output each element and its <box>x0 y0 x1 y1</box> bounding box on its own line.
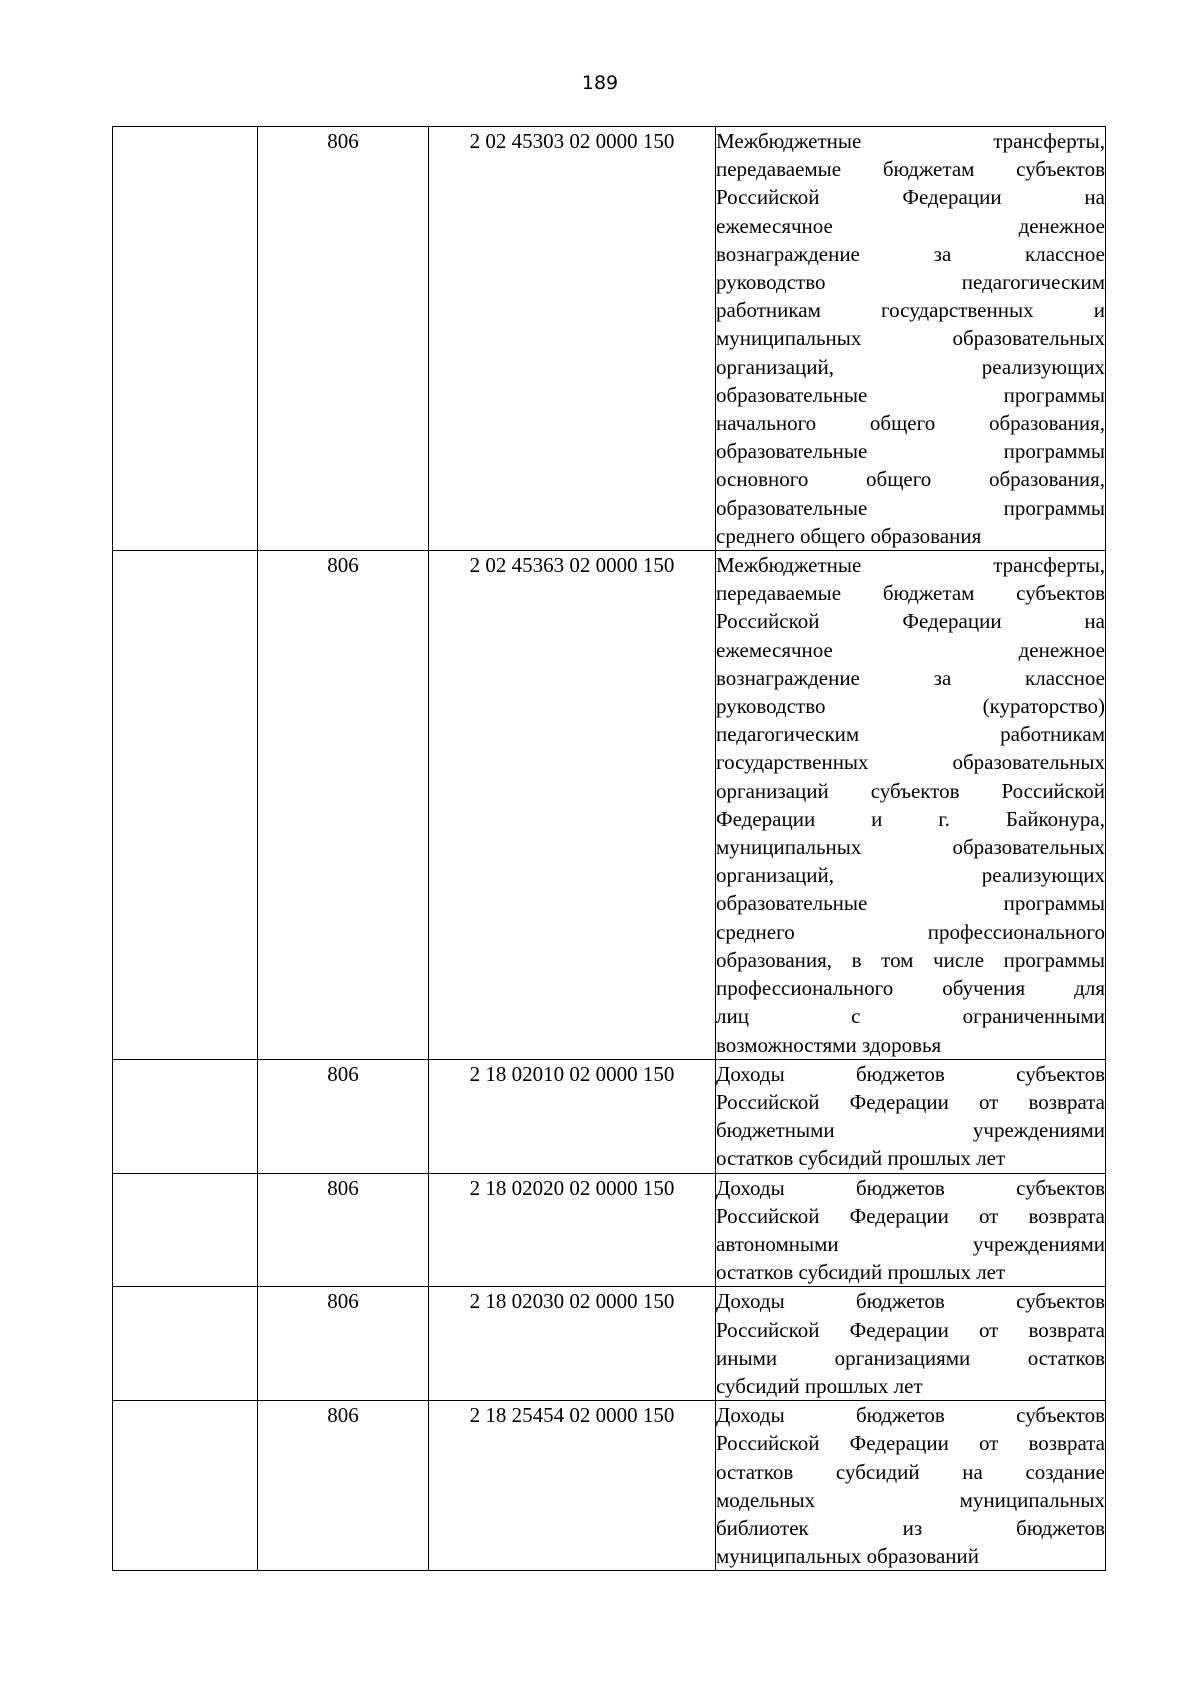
description-line: муниципальных образовательных <box>716 835 1105 860</box>
description-line: основного общего образования, <box>716 467 1105 492</box>
description-line: остатков субсидий прошлых лет <box>716 1260 1006 1285</box>
description-line: остатков субсидий на создание <box>716 1459 1105 1484</box>
empty-cell <box>113 551 258 1060</box>
revenue-description <box>716 1059 1106 1173</box>
description-line: Доходы бюджетов субъектов <box>716 1289 1105 1314</box>
description-line: Российской Федерации от возврата <box>716 1089 1105 1114</box>
revenue-description <box>716 1173 1106 1287</box>
description-line: Российской Федерации от возврата <box>716 1203 1105 1228</box>
description-line: Федерации и г. Байконура, <box>716 806 1105 831</box>
empty-cell <box>113 1401 258 1571</box>
administrator-code: 806 <box>258 127 429 551</box>
empty-cell <box>113 1287 258 1401</box>
description-line: руководство педагогическим <box>716 270 1105 295</box>
table-row <box>113 1401 1106 1571</box>
description-line: педагогическим работникам <box>716 722 1105 747</box>
budget-classification-code: 2 18 02020 02 0000 150 <box>429 1173 716 1287</box>
description-line: Доходы бюджетов субъектов <box>716 1403 1105 1428</box>
description-line: Российской Федерации от возврата <box>716 1317 1105 1342</box>
description-line: государственных образовательных <box>716 750 1105 775</box>
description-line: остатков субсидий прошлых лет <box>716 1146 1006 1171</box>
administrator-code: 806 <box>258 1059 429 1173</box>
description-line: возможностями здоровья <box>716 1032 942 1057</box>
administrator-code: 806 <box>258 1173 429 1287</box>
table-row <box>113 1059 1106 1173</box>
description-line: передаваемые бюджетам субъектов <box>716 157 1105 182</box>
table-row <box>113 127 1106 551</box>
description-line: среднего общего образования <box>716 523 982 548</box>
description-line: профессионального обучения для <box>716 976 1105 1001</box>
description-line: Российской Федерации на <box>716 609 1105 634</box>
description-line: образовательные программы <box>716 439 1105 464</box>
revenue-description <box>716 127 1106 551</box>
description-line: передаваемые бюджетам субъектов <box>716 581 1105 606</box>
description-line: организаций, реализующих <box>716 863 1105 888</box>
description-line: Межбюджетные трансферты, <box>716 553 1105 578</box>
revenue-description <box>716 1401 1106 1571</box>
description-line: Российской Федерации на <box>716 185 1105 210</box>
description-line: среднего профессионального <box>716 919 1105 944</box>
empty-cell <box>113 1059 258 1173</box>
description-line: бюджетными учреждениями <box>716 1118 1105 1143</box>
description-line: Российской Федерации от возврата <box>716 1431 1105 1456</box>
description-line: организаций, реализующих <box>716 354 1105 379</box>
description-line: ежемесячное денежное <box>716 213 1105 238</box>
description-line: образовательные программы <box>716 891 1105 916</box>
description-line: работникам государственных и <box>716 298 1105 323</box>
description-line: вознаграждение за классное <box>716 241 1105 266</box>
description-line: организаций субъектов Российской <box>716 778 1105 803</box>
revenue-description <box>716 551 1106 1060</box>
description-line: субсидий прошлых лет <box>716 1373 923 1398</box>
description-line: Межбюджетные трансферты, <box>716 129 1105 153</box>
budget-classification-code: 2 18 25454 02 0000 150 <box>429 1401 716 1571</box>
table-row <box>113 551 1106 1060</box>
description-line: ежемесячное денежное <box>716 637 1105 662</box>
description-line: руководство (кураторство) <box>716 694 1105 719</box>
budget-classification-code: 2 18 02030 02 0000 150 <box>429 1287 716 1401</box>
budget-classification-code: 2 18 02010 02 0000 150 <box>429 1059 716 1173</box>
administrator-code: 806 <box>258 551 429 1060</box>
description-line: образовательные программы <box>716 495 1105 520</box>
description-line: автономными учреждениями <box>716 1231 1105 1256</box>
administrator-code: 806 <box>258 1401 429 1571</box>
page-number: 189 <box>581 72 619 94</box>
revenue-description <box>716 1287 1106 1401</box>
administrator-code: 806 <box>258 1287 429 1401</box>
table-row <box>113 1173 1106 1287</box>
empty-cell <box>113 127 258 551</box>
table-body <box>113 127 1106 1571</box>
description-line: начального общего образования, <box>716 411 1105 436</box>
description-line: муниципальных образовательных <box>716 326 1105 351</box>
empty-cell <box>113 1173 258 1287</box>
description-line: Доходы бюджетов субъектов <box>716 1061 1105 1086</box>
description-line: лиц с ограниченными <box>716 1004 1105 1029</box>
budget-classification-code: 2 02 45363 02 0000 150 <box>429 551 716 1060</box>
description-line: образования, в том числе программы <box>716 947 1105 972</box>
description-line: вознаграждение за классное <box>716 665 1105 690</box>
table-row <box>113 1287 1106 1401</box>
description-line: Доходы бюджетов субъектов <box>716 1175 1105 1200</box>
description-line: модельных муниципальных <box>716 1487 1105 1512</box>
description-line: библиотек из бюджетов <box>716 1515 1105 1540</box>
budget-classification-code: 2 02 45303 02 0000 150 <box>429 127 716 551</box>
description-line: муниципальных образований <box>716 1544 979 1569</box>
revenue-codes-table <box>112 126 1106 1571</box>
description-line: образовательные программы <box>716 382 1105 407</box>
description-line: иными организациями остатков <box>716 1345 1105 1370</box>
